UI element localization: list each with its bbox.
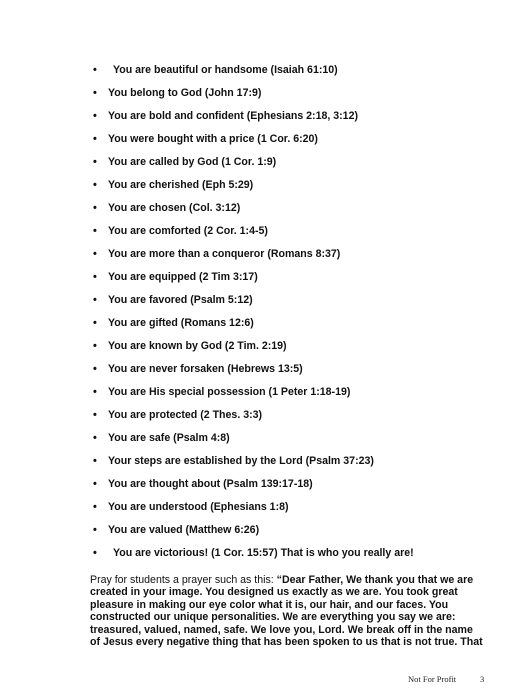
list-item	[0, 497, 532, 520]
list-item	[0, 152, 532, 175]
list-item-text: You are comforted (2 Cor. 1:4-5)	[108, 225, 268, 237]
bullet-icon: •	[93, 294, 97, 306]
prayer-paragraph	[90, 574, 490, 648]
list-item-text: You are known by God (2 Tim. 2:19)	[108, 340, 287, 352]
list-item-text: Your steps are established by the Lord (Psalm 37:23)	[108, 455, 374, 467]
list-item	[0, 405, 532, 428]
bullet-icon: •	[93, 110, 97, 122]
list-item-text: You are thought about (Psalm 139:17-18)	[108, 478, 313, 490]
page-number: 3	[480, 674, 485, 684]
bullet-icon: •	[93, 524, 97, 536]
list-item	[0, 290, 532, 313]
bullet-icon: •	[93, 386, 97, 398]
list-item	[0, 175, 532, 198]
bullet-icon: •	[93, 409, 97, 421]
prayer-intro: Pray for students a prayer such as this:	[90, 574, 277, 586]
list-item	[0, 359, 532, 382]
list-item-text: You were bought with a price (1 Cor. 6:20)	[108, 133, 318, 145]
bullet-icon: •	[93, 340, 97, 352]
list-item-text: You are equipped (2 Tim 3:17)	[108, 271, 258, 283]
list-item-text: You are beautiful or handsome (Isaiah 61:10)	[113, 64, 338, 76]
list-item-text: You are favored (Psalm 5:12)	[108, 294, 253, 306]
list-item	[0, 474, 532, 497]
bullet-icon: •	[93, 317, 97, 329]
list-item	[0, 221, 532, 244]
bullet-icon: •	[93, 156, 97, 168]
list-item-text: You belong to God (John 17:9)	[108, 87, 262, 99]
prayer-opening: “Dear Father, We thank you that we are	[276, 574, 474, 586]
list-item	[0, 106, 532, 129]
list-item	[0, 428, 532, 451]
list-item	[0, 520, 532, 543]
list-item	[0, 336, 532, 359]
list-item	[0, 83, 532, 106]
list-item-text: You are never forsaken (Hebrews 13:5)	[108, 363, 303, 375]
bullet-icon: •	[93, 432, 97, 444]
bullet-icon: •	[93, 248, 97, 260]
list-item-text: You are chosen (Col. 3:12)	[108, 202, 241, 214]
list-item	[0, 313, 532, 336]
list-item-text: You are cherished (Eph 5:29)	[108, 179, 254, 191]
list-item	[0, 60, 532, 83]
prayer-line: of Jesus every negative thing that has been spoken to us that is not true. That	[90, 636, 483, 649]
bullet-icon: •	[93, 271, 97, 283]
affirmation-list	[0, 60, 532, 566]
list-item-text: You are safe (Psalm 4:8)	[108, 432, 230, 444]
list-item-text: You are understood (Ephesians 1:8)	[108, 501, 289, 513]
bullet-icon: •	[93, 179, 97, 191]
list-item	[0, 382, 532, 405]
bullet-icon: •	[93, 363, 97, 375]
list-item-text: You are more than a conqueror (Romans 8:37)	[108, 248, 341, 260]
bullet-icon: •	[93, 202, 97, 214]
list-item-text: You are gifted (Romans 12:6)	[108, 317, 254, 329]
prayer-line: constructed our unique personalities. We are everything you say we are:	[90, 611, 456, 624]
bullet-icon: •	[93, 501, 97, 513]
bullet-icon: •	[93, 455, 97, 467]
prayer-line-first	[90, 574, 490, 586]
list-item	[0, 244, 532, 267]
bullet-icon: •	[93, 225, 97, 237]
footer-note: Not For Profit	[408, 674, 457, 684]
list-item	[0, 129, 532, 152]
list-item	[0, 543, 532, 566]
list-item-text: You are bold and confident (Ephesians 2:18, 3:12)	[108, 110, 358, 122]
list-item-text: You are called by God (1 Cor. 1:9)	[108, 156, 277, 168]
list-item	[0, 451, 532, 474]
bullet-icon: •	[93, 478, 97, 490]
list-item-text: You are His special possession (1 Peter 1:18-19)	[108, 386, 351, 398]
list-item-text: You are victorious! (1 Cor. 15:57) That is who you really are!	[113, 547, 414, 559]
prayer-line: created in your image. You designed us exactly as we are. You took great	[90, 586, 458, 599]
bullet-icon: •	[93, 64, 97, 76]
bullet-icon: •	[93, 133, 97, 145]
list-item-text: You are protected (2 Thes. 3:3)	[108, 409, 263, 421]
list-item	[0, 267, 532, 290]
list-item	[0, 198, 532, 221]
prayer-line: treasured, valued, named, safe. We love you, Lord. We break off in the name	[90, 623, 473, 636]
list-item-text: You are valued (Matthew 6:26)	[108, 524, 260, 536]
bullet-icon: •	[93, 547, 97, 559]
bullet-icon: •	[93, 87, 97, 99]
prayer-line: pleasure in making our eye color what it is, our hair, and our faces. You	[90, 598, 449, 611]
